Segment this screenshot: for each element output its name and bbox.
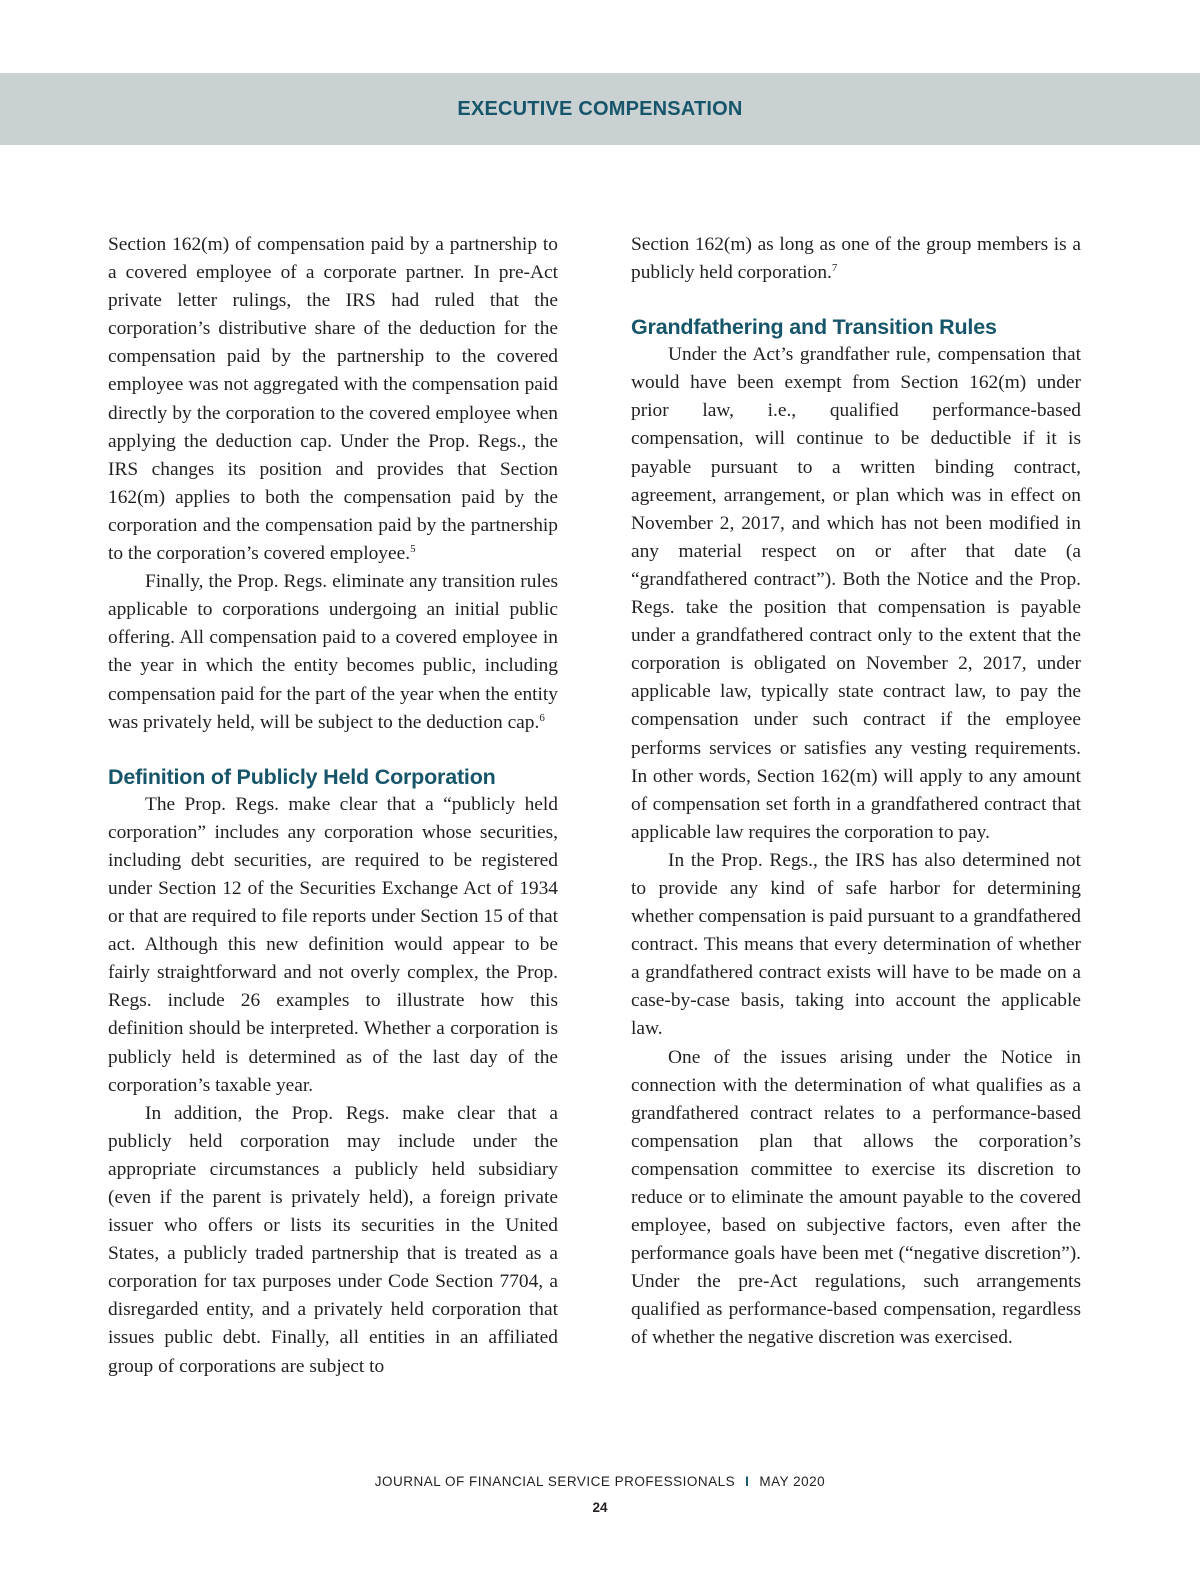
paragraph (108, 568, 558, 737)
footer-separator: I (745, 1474, 750, 1489)
issue-date: MAY 2020 (759, 1474, 826, 1489)
paragraph: One of the issues arising under the Notice in connection with the determination of what qualifies as a grandfathered contract relates to a performance-based compensation plan that allows the corporation’s compensation committee to exercise its discretion to reduce or to eliminate the amount payable to the covered employee, based on subjective factors, even after the performance goals have been met (“negative discretion”). Under the pre-Act regulations, such arrangements qualified as performance-based compensation, regardless of whether the negative discretion was exercised. (631, 1046, 1081, 1349)
page-footer (0, 1474, 1200, 1489)
paragraph: In addition, the Prop. Regs. make clear that a publicly held corporation may include under the appropriate circumstances a publicly held subsidiary (even if the parent is privately held), a foreign private issuer who offers or lists its securities in the United States, a publicly traded partnership that is treated as a corporation for tax purposes under Code Section 7704, a disregarded entity, and a privately held corporation that issues public debt. Finally, all entities in an affiliated group of corporations are subject to (108, 1102, 558, 1377)
section-header-band (0, 73, 1200, 145)
paragraph: In the Prop. Regs., the IRS has also determined not to provide any kind of safe harbor for determining whether compensation is paid pursuant to a grandfathered contract. This means that every determination of whether a grandfathered contract exists will have to be made on a case-by-case basis, taking into account the applicable law. (631, 849, 1081, 1040)
section-heading: Definition of Publicly Held Corporation (108, 764, 496, 789)
paragraph-text: Finally, the Prop. Regs. eliminate any transition rules applicable to corporations undergoing an initial public offering. All compensation paid to a covered employee in the year in which the entity becomes public, including compensation paid for the part of the year when the entity was privately held, will be subject to the deduction cap. (108, 571, 558, 733)
footnote-ref[interactable]: 7 (831, 262, 838, 275)
paragraph: Under the Act’s grandfather rule, compensation that would have been exempt from Section 162(m) under prior law, i.e., qualified performance-based compensation, will continue to be deductible if it is payable pursuant to a written binding contract, agreement, arrangement, or plan which was in effect on November 2, 2017, and which has not been modified in any material respect on or after that date (a “grandfathered contract”). Both the Notice and the Prop. Regs. take the position that compensation is payable under a grandfathered contract only to the extent that the corporation is obligated on November 2, 2017, under applicable law, typically state contract law, to pay the compensation under such contract if the employee performs services or satisfies any vesting requirements. In other words, Section 162(m) will apply to any amount of compensation set forth in a grandfathered contract that applicable law requires the corporation to pay. (631, 344, 1081, 843)
left-column (108, 231, 558, 1381)
page-number: 24 (592, 1500, 608, 1515)
journal-name: JOURNAL OF FINANCIAL SERVICE PROFESSIONALS (374, 1474, 736, 1489)
paragraph (631, 231, 1081, 287)
section-title: EXECUTIVE COMPENSATION (457, 97, 743, 120)
right-column (631, 231, 1081, 1353)
paragraph (108, 231, 558, 568)
section-heading: Grandfathering and Transition Rules (631, 315, 997, 340)
paragraph-text: Section 162(m) as long as one of the group members is a publicly held corporation. (631, 234, 1081, 284)
footnote-ref[interactable]: 5 (410, 543, 416, 556)
paragraph: The Prop. Regs. make clear that a “publicly held corporation” includes any corporation whose securities, including debt securities, are required to be registered under Section 12 of the Securities Exchange Act of 1934 or that are required to file reports under Section 15 of that act. Although this new definition would appear to be fairly straightforward and not overly complex, the Prop. Regs. include 26 examples to illustrate how this definition should be interpreted. Whether a corporation is publicly held is determined as of the last day of the corporation’s taxable year. (108, 793, 558, 1096)
paragraph-text: Section 162(m) of compensation paid by a partnership to a covered employee of a corporate partner. In pre-Act private letter rulings, the IRS had ruled that the corporation’s distributive share of the deduction for the compensation paid by the partnership to the covered employee was not aggregated with the compensation paid directly by the corporation to the covered employee when applying the deduction cap. Under the Prop. Regs., the IRS changes its position and provides that Section 162(m) applies to both the compensation paid by the corporation and the compensation paid by the partnership to the corporation’s covered employee. (108, 234, 558, 565)
footnote-ref[interactable]: 6 (539, 711, 545, 724)
